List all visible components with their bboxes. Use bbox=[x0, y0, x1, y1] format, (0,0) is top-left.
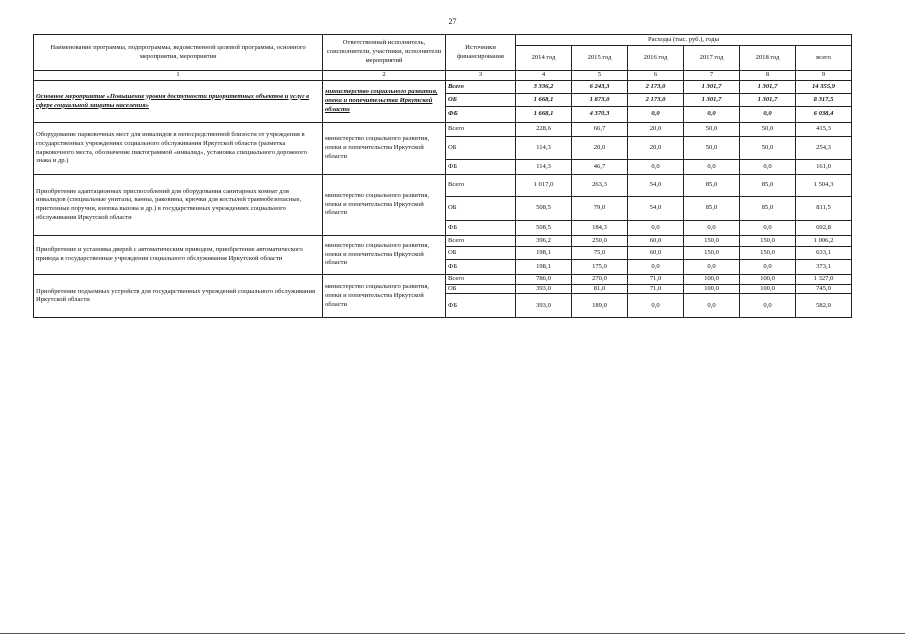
expense-cell: 71,0 bbox=[628, 275, 684, 285]
expense-total-cell: 415,3 bbox=[796, 123, 852, 137]
column-number: 2 bbox=[323, 71, 446, 81]
expense-cell: 66,7 bbox=[572, 123, 628, 137]
funding-source: ОБ bbox=[446, 137, 516, 160]
funding-source: Всего bbox=[446, 175, 516, 197]
activity-name: Оборудование парковочных мест для инвалидов в непосредственной близости от учреждения в государственных учреждениях социального обслуживания Иркутской области (разметка парковочного места, обозначение пиктограммой «инвалид», установка специального дорожного знака и др.) bbox=[34, 123, 323, 175]
expense-total-cell: 6 038,4 bbox=[796, 107, 852, 123]
expense-cell: 20,0 bbox=[628, 123, 684, 137]
expense-cell: 0,0 bbox=[628, 107, 684, 123]
column-number: 6 bbox=[628, 71, 684, 81]
expense-cell: 184,3 bbox=[572, 221, 628, 236]
expense-cell: 270,0 bbox=[572, 275, 628, 285]
expense-cell: 85,0 bbox=[740, 175, 796, 197]
expense-total-cell: 1 327,0 bbox=[796, 275, 852, 285]
expense-cell: 150,0 bbox=[684, 247, 740, 260]
expense-total-cell: 14 355,9 bbox=[796, 81, 852, 94]
expense-cell: 20,0 bbox=[628, 137, 684, 160]
activity-executor: министерство социального развития, опеки и попечительства Иркутской области bbox=[323, 123, 446, 175]
expense-total-cell: 692,8 bbox=[796, 221, 852, 236]
table-body bbox=[34, 81, 852, 318]
page-number: 27 bbox=[448, 17, 457, 26]
expense-cell: 100,0 bbox=[740, 284, 796, 294]
expense-cell: 0,0 bbox=[684, 160, 740, 175]
expense-cell: 1 873,0 bbox=[572, 94, 628, 107]
expense-cell: 1 301,7 bbox=[684, 81, 740, 94]
expense-cell: 1 301,7 bbox=[684, 94, 740, 107]
header-sources: Источники финансирования bbox=[446, 35, 516, 71]
expense-cell: 0,0 bbox=[684, 221, 740, 236]
header-year: 2017 год bbox=[684, 46, 740, 71]
column-number: 8 bbox=[740, 71, 796, 81]
budget-table bbox=[33, 34, 852, 318]
expense-total-cell: 373,1 bbox=[796, 260, 852, 275]
expense-total-cell: 811,5 bbox=[796, 197, 852, 221]
activity-executor: министерство социального развития, опеки и попечительства Иркутской области bbox=[323, 236, 446, 275]
funding-source: ОБ bbox=[446, 197, 516, 221]
funding-source: ФБ bbox=[446, 260, 516, 275]
expense-cell: 250,0 bbox=[572, 236, 628, 247]
expense-cell: 54,0 bbox=[628, 197, 684, 221]
expense-cell: 0,0 bbox=[628, 160, 684, 175]
header-executor: Ответственный исполнитель, соисполнители, участники, исполнители мероприятий bbox=[323, 35, 446, 71]
activity-executor: министерство социального развития, опеки и попечительства Иркутской области bbox=[323, 275, 446, 318]
funding-source: ФБ bbox=[446, 160, 516, 175]
column-number: 5 bbox=[572, 71, 628, 81]
expense-cell: 175,0 bbox=[572, 260, 628, 275]
expense-cell: 114,3 bbox=[516, 137, 572, 160]
expense-cell: 263,3 bbox=[572, 175, 628, 197]
column-number: 1 bbox=[34, 71, 323, 81]
funding-source: ФБ bbox=[446, 107, 516, 123]
header-year: 2016 год bbox=[628, 46, 684, 71]
expense-cell: 50,0 bbox=[684, 137, 740, 160]
table-row bbox=[34, 123, 852, 137]
header-expenses: Расходы (тыс. руб.), годы bbox=[516, 35, 852, 46]
table-row bbox=[34, 81, 852, 94]
expense-cell: 228,6 bbox=[516, 123, 572, 137]
table-row bbox=[34, 175, 852, 197]
expense-cell: 198,1 bbox=[516, 247, 572, 260]
expense-cell: 50,0 bbox=[684, 123, 740, 137]
expense-cell: 786,0 bbox=[516, 275, 572, 285]
expense-cell: 85,0 bbox=[684, 197, 740, 221]
expense-total-cell: 1 006,2 bbox=[796, 236, 852, 247]
expense-cell: 4 370,3 bbox=[572, 107, 628, 123]
expense-total-cell: 1 504,3 bbox=[796, 175, 852, 197]
funding-source: ОБ bbox=[446, 284, 516, 294]
column-number: 4 bbox=[516, 71, 572, 81]
expense-cell: 0,0 bbox=[684, 107, 740, 123]
funding-source: Всего bbox=[446, 236, 516, 247]
expense-cell: 60,0 bbox=[628, 236, 684, 247]
expense-cell: 85,0 bbox=[684, 175, 740, 197]
header-year: 2015 год bbox=[572, 46, 628, 71]
expense-cell: 6 243,3 bbox=[572, 81, 628, 94]
expense-cell: 1 301,7 bbox=[740, 94, 796, 107]
expense-cell: 85,0 bbox=[740, 197, 796, 221]
expense-cell: 1 668,1 bbox=[516, 94, 572, 107]
expense-cell: 0,0 bbox=[628, 260, 684, 275]
expense-cell: 54,0 bbox=[628, 175, 684, 197]
funding-source: ОБ bbox=[446, 94, 516, 107]
expense-cell: 0,0 bbox=[740, 107, 796, 123]
expense-cell: 114,3 bbox=[516, 160, 572, 175]
expense-cell: 0,0 bbox=[740, 260, 796, 275]
expense-cell: 100,0 bbox=[684, 275, 740, 285]
expense-cell: 81,0 bbox=[572, 284, 628, 294]
expense-cell: 1 017,0 bbox=[516, 175, 572, 197]
expense-total-cell: 633,1 bbox=[796, 247, 852, 260]
expense-cell: 1 301,7 bbox=[740, 81, 796, 94]
header-year: 2018 год bbox=[740, 46, 796, 71]
column-number: 9 bbox=[796, 71, 852, 81]
header-total: всего bbox=[796, 46, 852, 71]
page-edge-line bbox=[0, 633, 905, 634]
expense-cell: 60,0 bbox=[628, 247, 684, 260]
expense-cell: 0,0 bbox=[740, 221, 796, 236]
expense-total-cell: 161,0 bbox=[796, 160, 852, 175]
expense-cell: 150,0 bbox=[684, 236, 740, 247]
expense-cell: 508,5 bbox=[516, 197, 572, 221]
expense-cell: 3 336,2 bbox=[516, 81, 572, 94]
expense-total-cell: 8 317,5 bbox=[796, 94, 852, 107]
table-row bbox=[34, 275, 852, 285]
expense-cell: 189,0 bbox=[572, 294, 628, 318]
expense-cell: 75,0 bbox=[572, 247, 628, 260]
expense-cell: 100,0 bbox=[684, 284, 740, 294]
header-year: 2014 год bbox=[516, 46, 572, 71]
column-number: 3 bbox=[446, 71, 516, 81]
funding-source: Всего bbox=[446, 123, 516, 137]
expense-cell: 0,0 bbox=[684, 260, 740, 275]
funding-source: ОБ bbox=[446, 247, 516, 260]
expense-total-cell: 745,0 bbox=[796, 284, 852, 294]
expense-cell: 393,0 bbox=[516, 294, 572, 318]
expense-cell: 79,0 bbox=[572, 197, 628, 221]
expense-cell: 0,0 bbox=[740, 160, 796, 175]
expense-cell: 2 173,0 bbox=[628, 81, 684, 94]
activity-name: Приобретение и установка дверей с автоматическим приводом, приобретение автоматического привода в государственные учреждения социального обслуживания Иркутской области bbox=[34, 236, 323, 275]
funding-source: ФБ bbox=[446, 294, 516, 318]
funding-source: Всего bbox=[446, 81, 516, 94]
header-program-name: Наименование программы, подпрограммы, ведомственной целевой программы, основного мероприятия, мероприятия bbox=[34, 35, 323, 71]
expense-cell: 46,7 bbox=[572, 160, 628, 175]
activity-name: Приобретение адаптационных приспособлений для оборудования санитарных комнат для инвалидов (специальные унитазы, ванны, раковины, крючки для костылей травмобезопасные, пристенные поручни, кнопка вызова и др.) в государственных учреждениях социального обслуживания Иркутской области bbox=[34, 175, 323, 236]
expense-cell: 71,0 bbox=[628, 284, 684, 294]
activity-name: Основное мероприятие «Повышение уровня доступности приоритетных объектов и услуг в сфере социальной защиты населения» bbox=[34, 81, 323, 123]
funding-source: ФБ bbox=[446, 221, 516, 236]
expense-cell: 393,0 bbox=[516, 284, 572, 294]
expense-cell: 508,5 bbox=[516, 221, 572, 236]
expense-cell: 50,0 bbox=[740, 137, 796, 160]
expense-cell: 0,0 bbox=[684, 294, 740, 318]
expense-cell: 396,2 bbox=[516, 236, 572, 247]
expense-cell: 150,0 bbox=[740, 236, 796, 247]
expense-cell: 50,0 bbox=[740, 123, 796, 137]
expense-cell: 20,0 bbox=[572, 137, 628, 160]
activity-name: Приобретение подъемных устройств для государственных учреждений социального обслуживания Иркутской области bbox=[34, 275, 323, 318]
expense-cell: 0,0 bbox=[628, 294, 684, 318]
activity-executor: министерство социального развития, опеки и попечительства Иркутской области bbox=[323, 81, 446, 123]
expense-total-cell: 582,0 bbox=[796, 294, 852, 318]
expense-cell: 1 668,1 bbox=[516, 107, 572, 123]
expense-total-cell: 254,3 bbox=[796, 137, 852, 160]
activity-executor: министерство социального развития, опеки и попечительства Иркутской области bbox=[323, 175, 446, 236]
expense-cell: 198,1 bbox=[516, 260, 572, 275]
expense-cell: 100,0 bbox=[740, 275, 796, 285]
table-row bbox=[34, 236, 852, 247]
funding-source: Всего bbox=[446, 275, 516, 285]
expense-cell: 0,0 bbox=[628, 221, 684, 236]
expense-cell: 2 173,0 bbox=[628, 94, 684, 107]
column-number: 7 bbox=[684, 71, 740, 81]
expense-cell: 0,0 bbox=[740, 294, 796, 318]
expense-cell: 150,0 bbox=[740, 247, 796, 260]
